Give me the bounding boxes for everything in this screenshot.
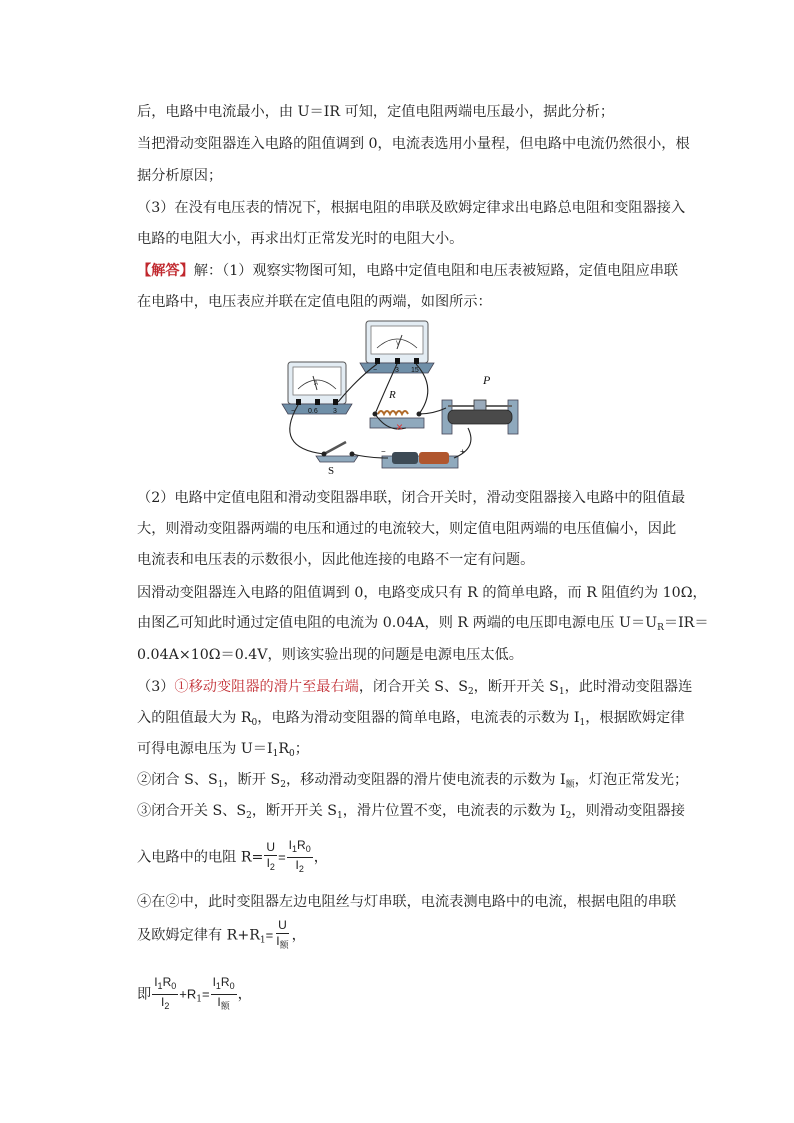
frac-den: I <box>161 995 165 1009</box>
frac-den: I <box>217 995 221 1009</box>
part3-l6-a: 入电路中的电阻 R= <box>137 849 264 866</box>
part3-l4-c: ，移动滑动变阻器的滑片使电流表的示数为 I <box>285 772 566 788</box>
frac-num: I <box>288 838 293 852</box>
frac-den-sub: 2 <box>298 864 304 874</box>
cross-mark: × <box>396 420 404 434</box>
part3-l1-sub2: 1 <box>558 687 565 697</box>
part3-l2-sub2: 1 <box>579 718 586 728</box>
frac-num-sub1: 1 <box>292 844 298 854</box>
part3-l5-sub2: 1 <box>336 811 343 821</box>
part2-line-5-text: 由图乙可知此时通过定值电阻的电流为 0.04A，则 R 两端的电压即电源电压 U＝U <box>137 615 658 631</box>
part3-l4-a: ②闭合 S、S <box>137 772 218 788</box>
comma: ， <box>313 849 328 866</box>
part3-l2-a: 入的阻值最大为 R <box>137 710 252 726</box>
frac-den: I <box>266 856 270 870</box>
part2-line-5-end: ＝IR＝ <box>663 615 709 631</box>
part3-l5-sub1: 2 <box>246 811 252 821</box>
part3-line-7: ④在②中，此时变阻器左边电阻丝与灯串联，电流表测电路中的电流，根据电阻的串联 <box>137 894 677 910</box>
answer-line-1 <box>137 261 678 281</box>
rheostat-label: P <box>483 373 491 387</box>
part2-line-5 <box>137 613 709 638</box>
frac-num-sub2: 0 <box>305 844 311 854</box>
analysis-line-2: 当把滑动变阻器连入电路的阻值调到 0，电流表选用小量程，但电路中电流仍然很小，根 <box>137 136 690 152</box>
answer-line-2: 在电路中，电压表应并联在定值电阻的两端，如图所示： <box>137 294 492 310</box>
part3-l1-c: ，此时滑动变阻器连 <box>564 679 693 695</box>
equals-sign: = <box>265 927 274 943</box>
frac-den-sub: 2 <box>164 1001 170 1011</box>
frac-den: I <box>295 858 299 872</box>
part3-l2-b: ，电路为滑动变阻器的简单电路，电流表的示数为 I <box>257 710 580 726</box>
frac-num-sub2: 0 <box>229 981 235 991</box>
ammeter-3-label: 3 <box>333 408 337 415</box>
switch <box>316 442 358 477</box>
part3-l4-d: ，灯泡正常发光； <box>574 772 689 788</box>
voltmeter-minus-label: − <box>373 367 378 374</box>
part3-l1-sub1: 2 <box>467 687 474 697</box>
part3-l4-sub1: 1 <box>217 780 224 790</box>
comma: ， <box>237 986 252 1003</box>
frac-den: I <box>276 934 280 948</box>
part3-l9-a: 即 <box>137 986 152 1003</box>
part3-l3-c: ； <box>294 741 309 757</box>
voltmeter-15-label: 15 <box>411 367 419 374</box>
frac-num: I <box>154 975 158 989</box>
circuit-diagram <box>278 318 491 477</box>
part3-l5-d: ，则滑动变阻器接 <box>571 803 685 819</box>
part3-l3-a: 可得电源电压为 U＝I <box>137 741 273 757</box>
part3-l5-sub3: 2 <box>565 811 572 821</box>
frac-num-sub1: 1 <box>215 981 221 991</box>
frac-num-mid: R <box>162 975 172 989</box>
part3-l5-b: ，断开开关 S <box>251 803 337 819</box>
frac-num: U <box>266 840 276 854</box>
part2-line-1: （2）电路中定值电阻和滑动变阻器串联，闭合开关时，滑动变阻器接入电路中的阻值最 <box>137 490 686 506</box>
part3-l3-b: R <box>278 741 289 757</box>
part3-formula-1 <box>137 838 328 877</box>
part3-l8-a: 及欧姆定律有 R+R <box>137 927 260 944</box>
analysis-line-1: 后，电路中电流最小，由 U＝IR 可知，定值电阻两端电压最小，据此分析； <box>137 104 615 120</box>
answer-line-1-text: 解：（1）观察实物图可知，电路中定值电阻和电压表被短路，定值电阻应串联 <box>193 263 679 279</box>
part3-line-2 <box>137 708 685 733</box>
plus-r-sub: 1 <box>196 994 202 1005</box>
answer-tag: 【解答】 <box>137 263 194 279</box>
part3-l4-sub2: 2 <box>280 780 286 790</box>
frac-num-sub2: 0 <box>171 981 177 991</box>
battery-minus-label: − <box>381 447 386 456</box>
frac-num-mid: R <box>297 838 306 852</box>
part3-l3-sub2: 0 <box>289 749 295 759</box>
part3-l2-sub1: 0 <box>251 718 258 728</box>
part3-line-4 <box>137 770 688 795</box>
part2-line-5-sub: R <box>657 623 664 633</box>
rheostat <box>442 373 518 434</box>
frac-num: U <box>278 918 287 932</box>
part3-line-1 <box>137 677 692 702</box>
part3-line-5 <box>137 801 685 826</box>
voltmeter-3-label: 3 <box>395 367 399 374</box>
fraction-i1r0-over-i2-b <box>152 975 178 1014</box>
battery-plus-label: + <box>460 447 465 456</box>
part3-line-3 <box>137 739 309 764</box>
frac-den-sub: 额 <box>220 1001 230 1011</box>
part3-red-text: ①移动变阻器的滑片至最右端 <box>174 679 359 695</box>
analysis-line-3: 据分析原因； <box>137 168 223 184</box>
part3-formula-2 <box>137 918 306 953</box>
part2-line-6: 0.04A×10Ω＝0.4V，则该实验出现的问题是电源电压太低。 <box>137 647 523 663</box>
frac-den-sub: 额 <box>279 940 289 950</box>
part2-line-3: 电流表和电压表的示数很小，因此他连接的电路不一定有问题。 <box>137 552 535 568</box>
part3-l1-a: ，闭合开关 S、S <box>358 679 468 695</box>
part3-l5-a: ③闭合开关 S、S <box>137 803 247 819</box>
resistor-label: R <box>389 389 396 401</box>
comma: ， <box>291 927 306 944</box>
plus-r: +R <box>179 986 197 1002</box>
fraction-u-over-i2 <box>264 840 277 875</box>
voltmeter-letter: V <box>396 341 401 347</box>
ammeter-06-label: 0.6 <box>308 408 318 415</box>
equals-sign: = <box>278 849 286 865</box>
voltmeter <box>360 321 434 374</box>
part2-line-2: 大，则滑动变阻器两端的电压和通过的电流较大，则定值电阻两端的电压值偏小，因此 <box>137 521 677 537</box>
frac-num-sub1: 1 <box>157 981 163 991</box>
part3-l2-c: ，根据欧姆定律 <box>585 710 685 726</box>
analysis-line-4: （3）在没有电压表的情况下，根据电阻的串联及欧姆定律求出电路总电阻和变阻器接入 <box>137 200 686 216</box>
part3-l8-sub: 1 <box>259 935 266 946</box>
ammeter <box>282 362 352 415</box>
fraction-i1r0-over-irated <box>211 975 237 1014</box>
equals-sign: = <box>201 986 210 1002</box>
frac-den-sub: 2 <box>269 862 275 872</box>
battery <box>381 447 465 468</box>
frac-num-mid: R <box>220 975 230 989</box>
analysis-line-5: 电路的电阻大小，再求出灯正常发光时的电阻大小。 <box>137 231 464 247</box>
switch-label: S <box>328 465 335 477</box>
part3-l1-b: ，断开开关 S <box>473 679 559 695</box>
part3-formula-3 <box>137 975 252 1014</box>
ammeter-letter: A <box>314 381 319 387</box>
fraction-i1r0-over-i2 <box>287 838 313 877</box>
part3-prefix: （3） <box>137 679 175 695</box>
part3-l4-sub3: 额 <box>565 780 575 790</box>
part3-l4-b: ，断开 S <box>223 772 281 788</box>
ammeter-minus-label: − <box>291 408 296 415</box>
part2-line-4: 因滑动变阻器连入电路的阻值调到 0，电路变成只有 R 的简单电路，而 R 阻值约为 10Ω， <box>137 585 707 601</box>
part3-l5-c: ，滑片位置不变，电流表的示数为 I <box>342 803 566 819</box>
frac-num: I <box>212 975 216 989</box>
fraction-u-over-irated <box>274 918 290 953</box>
part3-l3-sub1: 1 <box>272 749 279 759</box>
